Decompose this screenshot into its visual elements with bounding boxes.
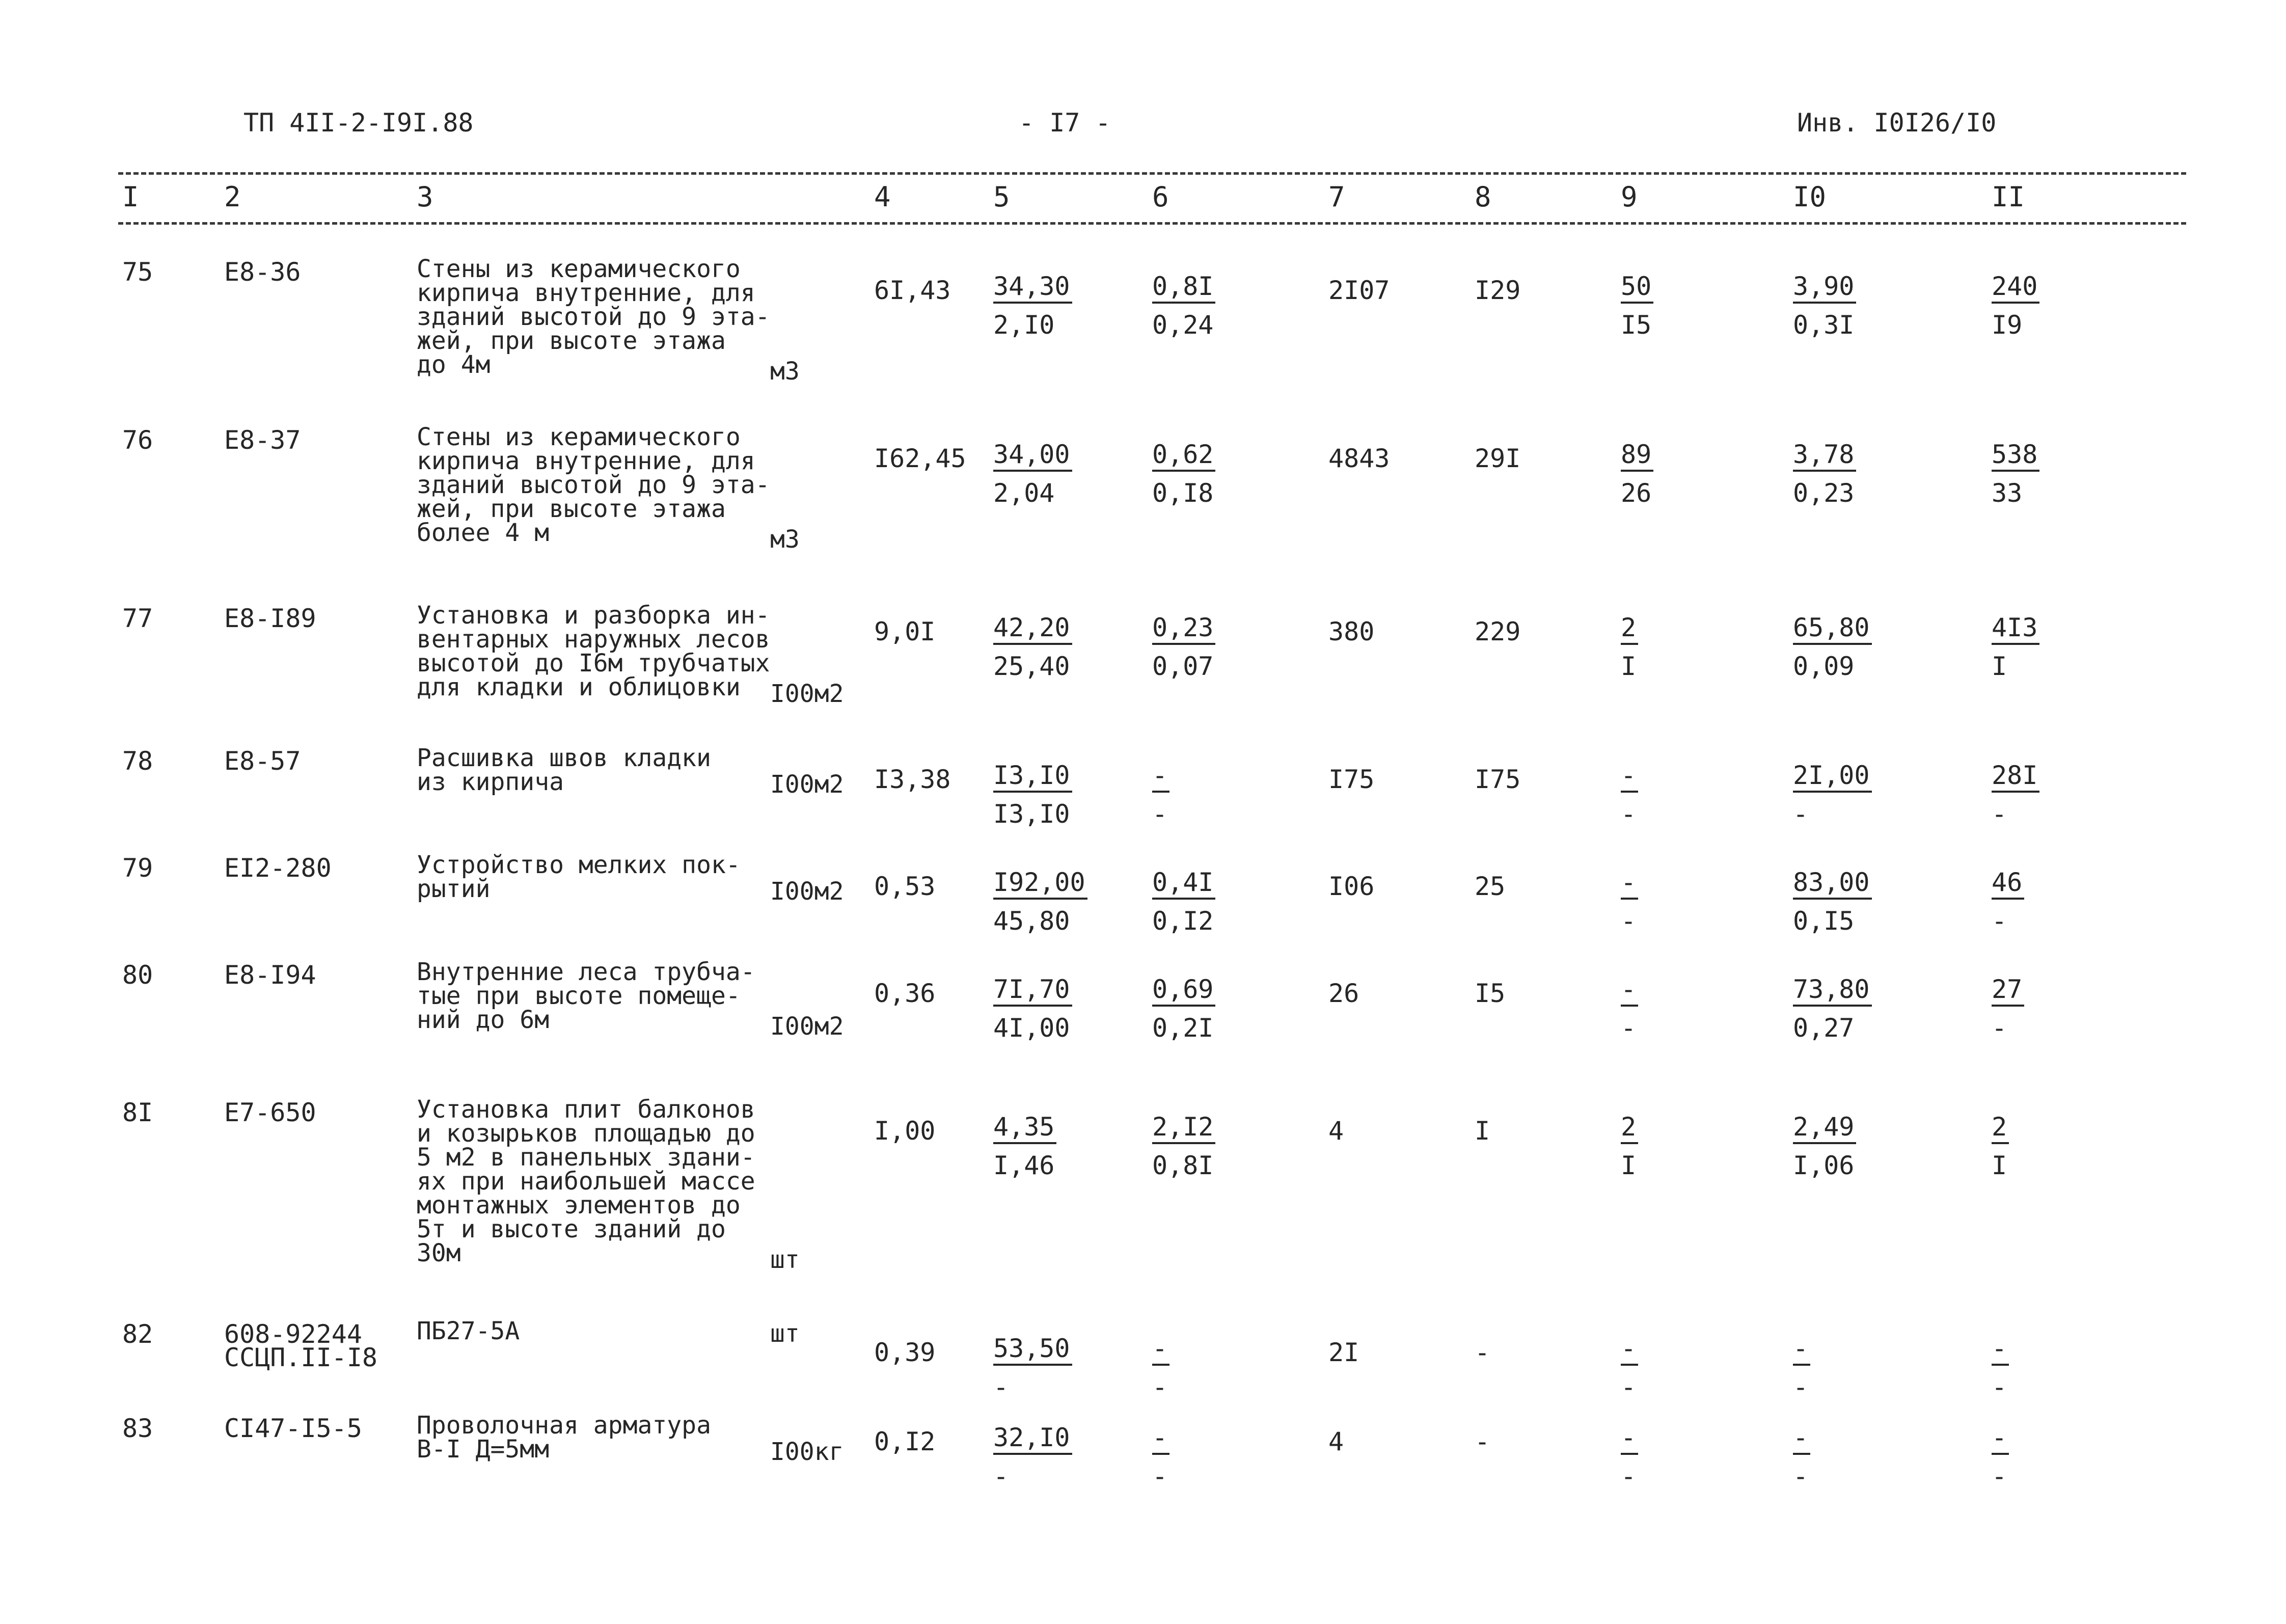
fraction-denominator: I xyxy=(1621,1151,1637,1180)
fraction-numerator: 0,69 xyxy=(1152,975,1215,1007)
fraction-c6 xyxy=(1152,761,1169,828)
row-number: 82 xyxy=(122,1319,153,1349)
fraction-c9 xyxy=(1621,613,1638,681)
fraction-numerator: 7I,70 xyxy=(993,975,1072,1007)
fraction-c6 xyxy=(1152,868,1215,935)
fraction-c6 xyxy=(1152,613,1215,681)
quantity: 9,0I xyxy=(874,617,936,646)
column-8-value: I5 xyxy=(1475,979,1506,1008)
fraction-numerator: 28I xyxy=(1992,761,2039,793)
fraction-denominator: I,46 xyxy=(993,1151,1055,1180)
fraction-numerator: - xyxy=(1621,761,1638,793)
column-number-4: 4 xyxy=(874,181,891,213)
column-number-2: 2 xyxy=(224,181,241,213)
quantity: I3,38 xyxy=(874,765,951,794)
fraction-denominator: - xyxy=(993,1372,1009,1402)
fraction-c11 xyxy=(1992,272,2039,339)
fraction-denominator: - xyxy=(1621,799,1637,829)
fraction-c9 xyxy=(1621,440,1653,507)
norm-code: Е8-36 xyxy=(224,257,301,287)
fraction-denominator: - xyxy=(1152,799,1168,829)
column-8-value: I xyxy=(1475,1116,1490,1146)
fraction-numerator: - xyxy=(1793,1423,1810,1455)
column-number-11: II xyxy=(1992,181,2025,213)
work-description: Стены из керамического кирпича внутренние, для зданий высотой до 9 эта- жей, при высоте этажа до 4м xyxy=(417,255,770,379)
fraction-c11 xyxy=(1992,868,2024,935)
fraction-numerator: 2,I2 xyxy=(1152,1113,1215,1144)
fraction-denominator: - xyxy=(1992,1013,2007,1043)
column-7-value: 4 xyxy=(1328,1427,1344,1456)
fraction-denominator: - xyxy=(1793,799,1809,829)
fraction-numerator: - xyxy=(1621,868,1638,900)
fraction-c11 xyxy=(1992,1112,2009,1180)
norm-code: ЕI2-280 xyxy=(224,853,332,883)
fraction-c10 xyxy=(1793,761,1872,828)
unit-of-measure: I00м2 xyxy=(770,770,844,799)
norm-code: Е7-650 xyxy=(224,1098,316,1127)
fraction-c5 xyxy=(993,1334,1072,1401)
fraction-c9 xyxy=(1621,1334,1638,1401)
fraction-denominator: 45,80 xyxy=(993,906,1070,936)
column-7-value: I75 xyxy=(1328,765,1375,794)
column-number-5: 5 xyxy=(993,181,1010,213)
column-7-value: 2I xyxy=(1328,1338,1359,1367)
fraction-numerator: I3,I0 xyxy=(993,761,1072,793)
fraction-c10 xyxy=(1793,440,1856,507)
fraction-numerator: 53,50 xyxy=(993,1334,1072,1366)
fraction-numerator: 50 xyxy=(1621,272,1653,304)
fraction-c10 xyxy=(1793,1334,1810,1401)
column-number-1: I xyxy=(122,181,139,213)
fraction-denominator: - xyxy=(1793,1461,1809,1491)
column-8-value: I29 xyxy=(1475,276,1521,305)
fraction-numerator: 83,00 xyxy=(1793,868,1872,900)
norm-code: Е8-57 xyxy=(224,746,301,776)
fraction-numerator: 0,8I xyxy=(1152,272,1215,304)
fraction-denominator: - xyxy=(1992,1372,2007,1402)
fraction-denominator: - xyxy=(1992,906,2007,936)
column-7-value: 2I07 xyxy=(1328,276,1390,305)
unit-of-measure: I00м2 xyxy=(770,680,844,708)
fraction-denominator: - xyxy=(1793,1372,1809,1402)
fraction-c5 xyxy=(993,272,1072,339)
unit-of-measure: I00кг xyxy=(770,1438,844,1466)
fraction-denominator: 25,40 xyxy=(993,652,1070,681)
fraction-denominator: 0,3I xyxy=(1793,310,1855,340)
fraction-denominator: - xyxy=(1621,1461,1637,1491)
column-8-value: 229 xyxy=(1475,617,1521,646)
fraction-numerator: 2 xyxy=(1621,613,1638,645)
quantity: 0,36 xyxy=(874,979,936,1008)
fraction-denominator: 2,04 xyxy=(993,478,1055,508)
fraction-numerator: 42,20 xyxy=(993,613,1072,645)
fraction-numerator: 4,35 xyxy=(993,1113,1056,1144)
fraction-numerator: 3,90 xyxy=(1793,272,1856,304)
norm-code: 608-92244 xyxy=(224,1319,362,1349)
fraction-c6 xyxy=(1152,1423,1169,1491)
fraction-numerator: 2I,00 xyxy=(1793,761,1872,793)
fraction-numerator: 73,80 xyxy=(1793,975,1872,1007)
fraction-denominator: 0,8I xyxy=(1152,1151,1214,1180)
column-number-7: 7 xyxy=(1328,181,1345,213)
work-description: Установка плит балконов и козырьков площадью до 5 м2 в панельных здани- ях при наибольшей массе монтажных элементов до 5т и высоте зданий до 30м xyxy=(417,1095,755,1267)
fraction-c5 xyxy=(993,1423,1072,1491)
quantity: 0,I2 xyxy=(874,1427,936,1456)
unit-of-measure: шт xyxy=(770,1319,800,1348)
unit-of-measure: I00м2 xyxy=(770,1012,844,1041)
work-description: Стены из керамического кирпича внутренние, для зданий высотой до 9 эта- жей, при высоте этажа более 4 м xyxy=(417,423,770,547)
norm-code: СI47-I5-5 xyxy=(224,1414,362,1443)
fraction-numerator: I92,00 xyxy=(993,868,1087,900)
fraction-c6 xyxy=(1152,272,1215,339)
fraction-denominator: - xyxy=(1152,1461,1168,1491)
column-number-10: I0 xyxy=(1793,181,1827,213)
column-number-9: 9 xyxy=(1621,181,1638,213)
fraction-c10 xyxy=(1793,868,1872,935)
fraction-numerator: 89 xyxy=(1621,440,1653,472)
fraction-numerator: 0,62 xyxy=(1152,440,1215,472)
column-7-value: 380 xyxy=(1328,617,1375,646)
quantity: 0,39 xyxy=(874,1338,936,1367)
quantity: I,00 xyxy=(874,1116,936,1146)
fraction-c11 xyxy=(1992,761,2039,828)
fraction-denominator: 0,07 xyxy=(1152,652,1214,681)
column-8-value: 29I xyxy=(1475,444,1521,473)
fraction-c9 xyxy=(1621,975,1638,1042)
fraction-numerator: - xyxy=(1152,761,1169,793)
row-number: 8I xyxy=(122,1098,153,1127)
fraction-denominator: 0,I8 xyxy=(1152,478,1214,508)
document-code: ТП 4II-2-I9I.88 xyxy=(243,108,474,138)
fraction-c10 xyxy=(1793,975,1872,1042)
fraction-numerator: 32,I0 xyxy=(993,1423,1072,1455)
unit-of-measure: м3 xyxy=(770,525,800,554)
fraction-numerator: 2,49 xyxy=(1793,1113,1856,1144)
fraction-c5 xyxy=(993,975,1072,1042)
inventory-number: Инв. I0I26/I0 xyxy=(1797,108,1997,138)
column-7-value: 26 xyxy=(1328,979,1359,1008)
fraction-numerator: 0,4I xyxy=(1152,868,1215,900)
fraction-denominator: - xyxy=(1992,799,2007,829)
fraction-denominator: - xyxy=(1152,1372,1168,1402)
fraction-numerator: - xyxy=(1992,1423,2009,1455)
fraction-denominator: I3,I0 xyxy=(993,799,1070,829)
work-description: Проволочная арматура В-I Д=5мм xyxy=(417,1411,711,1464)
fraction-numerator: 27 xyxy=(1992,975,2024,1007)
fraction-c5 xyxy=(993,868,1087,935)
fraction-denominator: 33 xyxy=(1992,478,2023,508)
fraction-denominator: 0,24 xyxy=(1152,310,1214,340)
fraction-denominator: - xyxy=(1621,1372,1637,1402)
fraction-numerator: 240 xyxy=(1992,272,2039,304)
page-number: - I7 - xyxy=(1019,108,1111,138)
fraction-denominator: - xyxy=(993,1461,1009,1491)
fraction-denominator: 4I,00 xyxy=(993,1013,1070,1043)
fraction-denominator: I xyxy=(1621,652,1637,681)
quantity: 6I,43 xyxy=(874,276,951,305)
norm-code: Е8-I94 xyxy=(224,960,316,990)
fraction-numerator: 34,30 xyxy=(993,272,1072,304)
fraction-denominator: 2,I0 xyxy=(993,310,1055,340)
fraction-c9 xyxy=(1621,761,1638,828)
fraction-denominator: I xyxy=(1992,652,2007,681)
work-description: Внутренние леса трубча- тые при высоте помеще- ний до 6м xyxy=(417,958,755,1034)
fraction-numerator: 2 xyxy=(1621,1113,1638,1144)
unit-of-measure: шт xyxy=(770,1246,800,1274)
fraction-c6 xyxy=(1152,975,1215,1042)
row-number: 76 xyxy=(122,425,153,455)
fraction-denominator: 0,I2 xyxy=(1152,906,1214,936)
fraction-denominator: 26 xyxy=(1621,478,1652,508)
fraction-numerator: - xyxy=(1992,1334,2009,1366)
norm-code-secondary: ССЦП.II-I8 xyxy=(224,1343,378,1372)
work-description: Устройство мелких пок- рытий xyxy=(417,851,741,903)
fraction-c6 xyxy=(1152,1112,1215,1180)
fraction-c6 xyxy=(1152,1334,1169,1401)
fraction-denominator: 0,2I xyxy=(1152,1013,1214,1043)
header-top-rule xyxy=(118,172,2186,175)
fraction-numerator: 65,80 xyxy=(1793,613,1872,645)
fraction-numerator: - xyxy=(1793,1334,1810,1366)
column-7-value: 4843 xyxy=(1328,444,1390,473)
fraction-c9 xyxy=(1621,272,1653,339)
fraction-c10 xyxy=(1793,1423,1810,1491)
fraction-numerator: 3,78 xyxy=(1793,440,1856,472)
fraction-numerator: - xyxy=(1621,1334,1638,1366)
fraction-numerator: 34,00 xyxy=(993,440,1072,472)
row-number: 78 xyxy=(122,746,153,776)
column-8-value: - xyxy=(1475,1427,1490,1456)
fraction-c9 xyxy=(1621,1423,1638,1491)
fraction-c11 xyxy=(1992,613,2039,681)
fraction-denominator: 0,23 xyxy=(1793,478,1855,508)
quantity: I62,45 xyxy=(874,444,966,473)
fraction-numerator: - xyxy=(1621,975,1638,1007)
column-number-6: 6 xyxy=(1152,181,1169,213)
fraction-denominator: 0,09 xyxy=(1793,652,1855,681)
fraction-numerator: 0,23 xyxy=(1152,613,1215,645)
fraction-numerator: - xyxy=(1152,1423,1169,1455)
fraction-c11 xyxy=(1992,440,2039,507)
column-7-value: 4 xyxy=(1328,1116,1344,1146)
row-number: 77 xyxy=(122,604,153,633)
row-number: 83 xyxy=(122,1414,153,1443)
row-number: 79 xyxy=(122,853,153,883)
fraction-numerator: 2 xyxy=(1992,1113,2009,1144)
column-8-value: I75 xyxy=(1475,765,1521,794)
fraction-c5 xyxy=(993,761,1072,828)
fraction-c5 xyxy=(993,440,1072,507)
fraction-c11 xyxy=(1992,975,2024,1042)
unit-of-measure: м3 xyxy=(770,357,800,386)
fraction-denominator: I9 xyxy=(1992,310,2023,340)
fraction-numerator: - xyxy=(1152,1334,1169,1366)
work-description: Расшивка швов кладки из кирпича xyxy=(417,744,711,796)
fraction-c10 xyxy=(1793,1112,1856,1180)
fraction-c5 xyxy=(993,1112,1056,1180)
fraction-denominator: 0,27 xyxy=(1793,1013,1855,1043)
fraction-c9 xyxy=(1621,1112,1638,1180)
column-7-value: I06 xyxy=(1328,872,1375,901)
fraction-c9 xyxy=(1621,868,1638,935)
fraction-c5 xyxy=(993,613,1072,681)
work-description: ПБ27-5А xyxy=(417,1317,520,1345)
fraction-denominator: I5 xyxy=(1621,310,1652,340)
fraction-numerator: 538 xyxy=(1992,440,2039,472)
fraction-numerator: - xyxy=(1621,1423,1638,1455)
norm-code: Е8-37 xyxy=(224,425,301,455)
header-bottom-rule xyxy=(118,222,2186,225)
column-8-value: - xyxy=(1475,1338,1490,1367)
fraction-denominator: 0,I5 xyxy=(1793,906,1855,936)
work-description: Установка и разборка ин- вентарных наружных лесов высотой до I6м трубчатых для кладки и облицовки xyxy=(417,601,770,701)
fraction-denominator: - xyxy=(1621,906,1637,936)
unit-of-measure: I00м2 xyxy=(770,877,844,906)
fraction-c10 xyxy=(1793,613,1872,681)
fraction-c10 xyxy=(1793,272,1856,339)
fraction-c11 xyxy=(1992,1423,2009,1491)
row-number: 75 xyxy=(122,257,153,287)
fraction-denominator: I xyxy=(1992,1151,2007,1180)
fraction-c11 xyxy=(1992,1334,2009,1401)
fraction-numerator: 4I3 xyxy=(1992,613,2039,645)
column-number-8: 8 xyxy=(1475,181,1491,213)
row-number: 80 xyxy=(122,960,153,990)
column-number-3: 3 xyxy=(417,181,433,213)
fraction-denominator: - xyxy=(1621,1013,1637,1043)
fraction-numerator: 46 xyxy=(1992,868,2024,900)
column-8-value: 25 xyxy=(1475,872,1506,901)
norm-code: Е8-I89 xyxy=(224,604,316,633)
fraction-denominator: I,06 xyxy=(1793,1151,1855,1180)
fraction-denominator: - xyxy=(1992,1461,2007,1491)
quantity: 0,53 xyxy=(874,872,936,901)
fraction-c6 xyxy=(1152,440,1215,507)
